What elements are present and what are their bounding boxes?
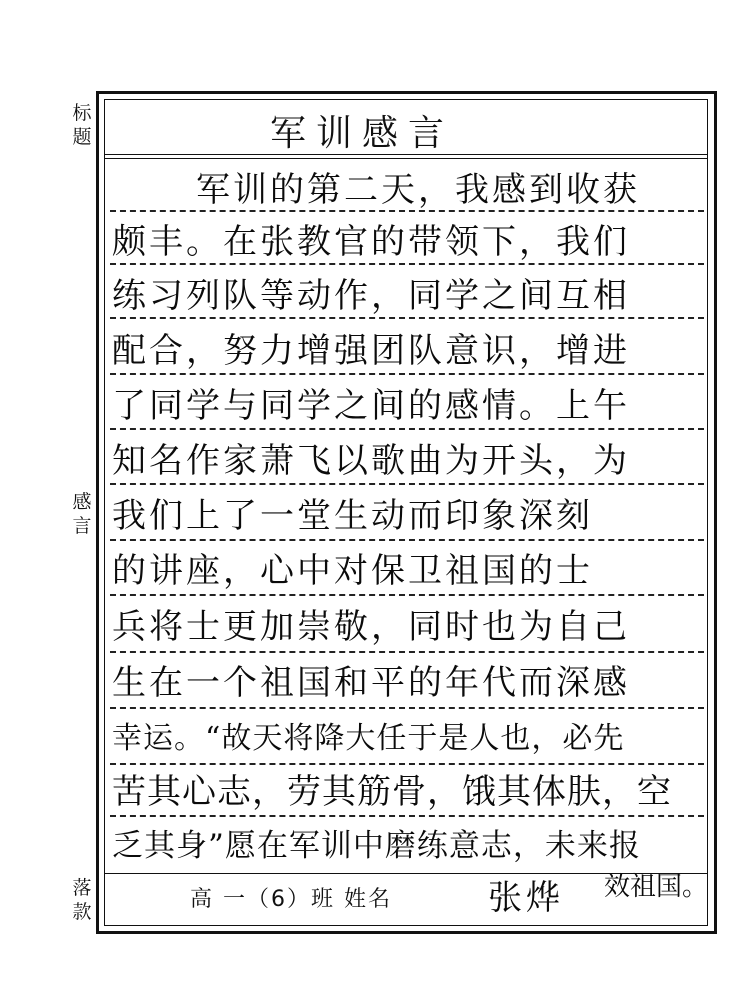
body-side-label-char-2: 言	[72, 515, 92, 537]
essay-line: 生在一个祖国和平的年代而深感	[112, 663, 630, 703]
essay-line: 的讲座，心中对保卫祖国的士	[112, 551, 593, 591]
signature-name: 张烨	[488, 878, 564, 918]
essay-line: 我们上了一堂生动而印象深刻	[112, 496, 593, 536]
essay-line: 练习列队等动作，同学之间互相	[112, 276, 630, 316]
essay-line: 了同学与同学之间的感情。上午	[112, 386, 630, 426]
essay-line: 知名作家萧飞以歌曲为开头，为	[112, 441, 630, 481]
signature-side-label-char-2: 款	[72, 901, 92, 923]
title-side-label-char-2: 题	[72, 126, 92, 148]
signature-class-label: 高 一（6）班 姓名	[190, 887, 392, 912]
essay-line: 配合，努力增强团队意识，增进	[112, 331, 630, 371]
essay-line: 苦其心志，劳其筋骨，饿其体肤，空	[112, 772, 672, 812]
signature-side-label-char-1: 落	[72, 877, 92, 899]
essay-line: 军训的第二天，我感到收获	[196, 170, 640, 210]
signature-side-label	[66, 876, 98, 924]
title-side-label-char-1: 标	[72, 102, 92, 124]
body-side-label	[66, 490, 98, 538]
essay-line: 乏其身”愿在军训中磨练意志，未来报	[112, 828, 641, 864]
essay-title: 军训感言	[270, 113, 455, 154]
essay-line: 兵将士更加崇敬，同时也为自己	[112, 607, 630, 647]
title-divider-line-2	[104, 158, 708, 159]
essay-closing-text: 效祖国。	[604, 872, 709, 902]
body-side-label-char-1: 感	[72, 491, 92, 513]
essay-line: 幸运。“故天将降大任于是人也，必先	[112, 721, 625, 756]
essay-line: 颇丰。在张教官的带领下，我们	[112, 222, 630, 262]
title-side-label	[66, 101, 98, 149]
